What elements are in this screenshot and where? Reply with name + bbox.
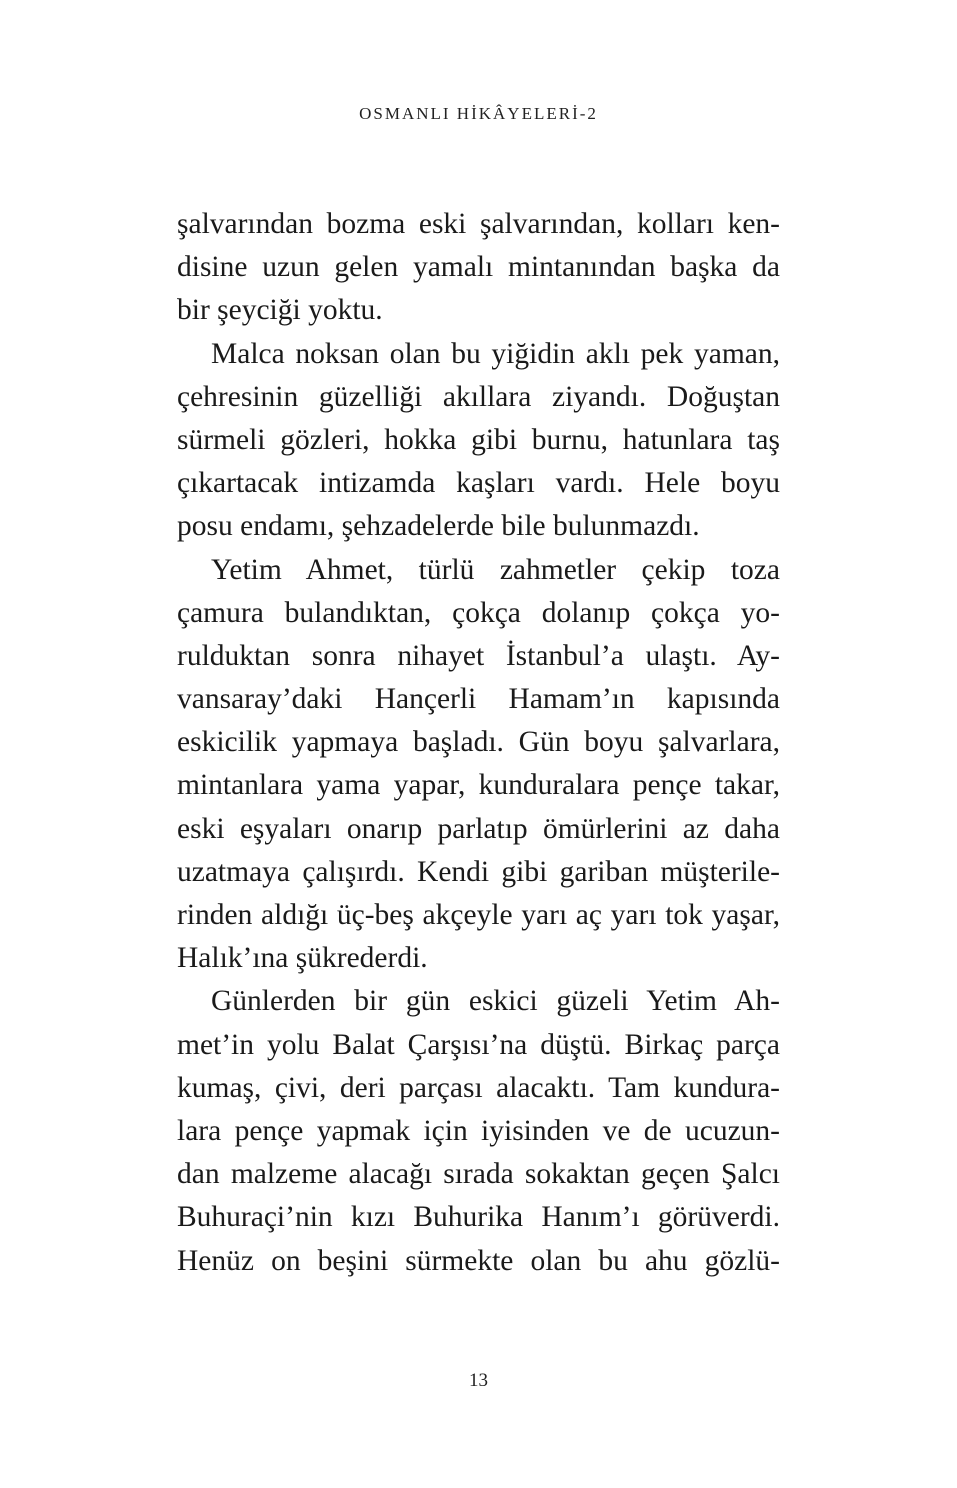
text-line: kumaş, çivi, deri parçası alacaktı. Tam kundura-: [177, 1071, 780, 1104]
text-line: Buhuraçi’nin kızı Buhurika Hanım’ı görüverdi.: [177, 1201, 780, 1234]
running-header: OSMANLI HİKÂYELERİ-2: [359, 104, 598, 123]
text-line: çehresinin güzelliği akıllara ziyandı. Doğuştan: [177, 380, 780, 413]
text-line: sürmeli gözleri, hokka gibi burnu, hatunlara taş: [177, 423, 780, 456]
text-line: çıkartacak intizamda kaşları vardı. Hele boyu: [177, 467, 780, 500]
text-line: uzatmaya çalışırdı. Kendi gibi gariban müşterile-: [177, 855, 780, 888]
text-line: Henüz on beşini sürmekte olan bu ahu gözlü-: [177, 1244, 780, 1277]
text-line: bir şeyciği yoktu.: [177, 294, 383, 327]
text-line: mintanlara yama yapar, kunduralara pençe takar,: [177, 769, 780, 802]
text-line: eski eşyaları onarıp parlatıp ömürlerini az daha: [177, 812, 780, 845]
text-line: eskicilik yapmaya başladı. Gün boyu şalvarlara,: [177, 726, 780, 759]
text-line: Günlerden bir gün eskici güzeli Yetim Ah-: [211, 985, 780, 1018]
text-line: rulduktan sonra nihayet İstanbul’a ulaştı. Ay-: [177, 639, 780, 672]
text-line: vansaray’daki Hançerli Hamam’ın kapısında: [177, 683, 780, 716]
text-line: şalvarından bozma eski şalvarından, kolları ken-: [177, 208, 780, 240]
text-line: çamura bulandıktan, çokça dolanıp çokça yo-: [177, 596, 780, 629]
text-line: posu endamı, şehzadelerde bile bulunmazdı.: [177, 510, 700, 543]
page-number: 13: [469, 1370, 488, 1391]
text-line: rinden aldığı üç-beş akçeyle yarı aç yarı tok yaşar,: [177, 899, 780, 931]
text-line: Halık’ına şükrederdi.: [177, 942, 428, 975]
text-line: Malca noksan olan bu yiğidin aklı pek yaman,: [211, 337, 780, 370]
text-line: disine uzun gelen yamalı mintanından başka da: [177, 251, 780, 284]
text-line: met’in yolu Balat Çarşısı’na düştü. Birkaç parça: [177, 1028, 780, 1061]
text-line: Yetim Ahmet, türlü zahmetler çekip toza: [211, 553, 780, 586]
text-line: dan malzeme alacağı sırada sokaktan geçen Şalcı: [177, 1158, 780, 1191]
text-line: lara pençe yapmak için iyisinden ve de ucuzun-: [177, 1114, 780, 1147]
body-text: [177, 203, 780, 1283]
